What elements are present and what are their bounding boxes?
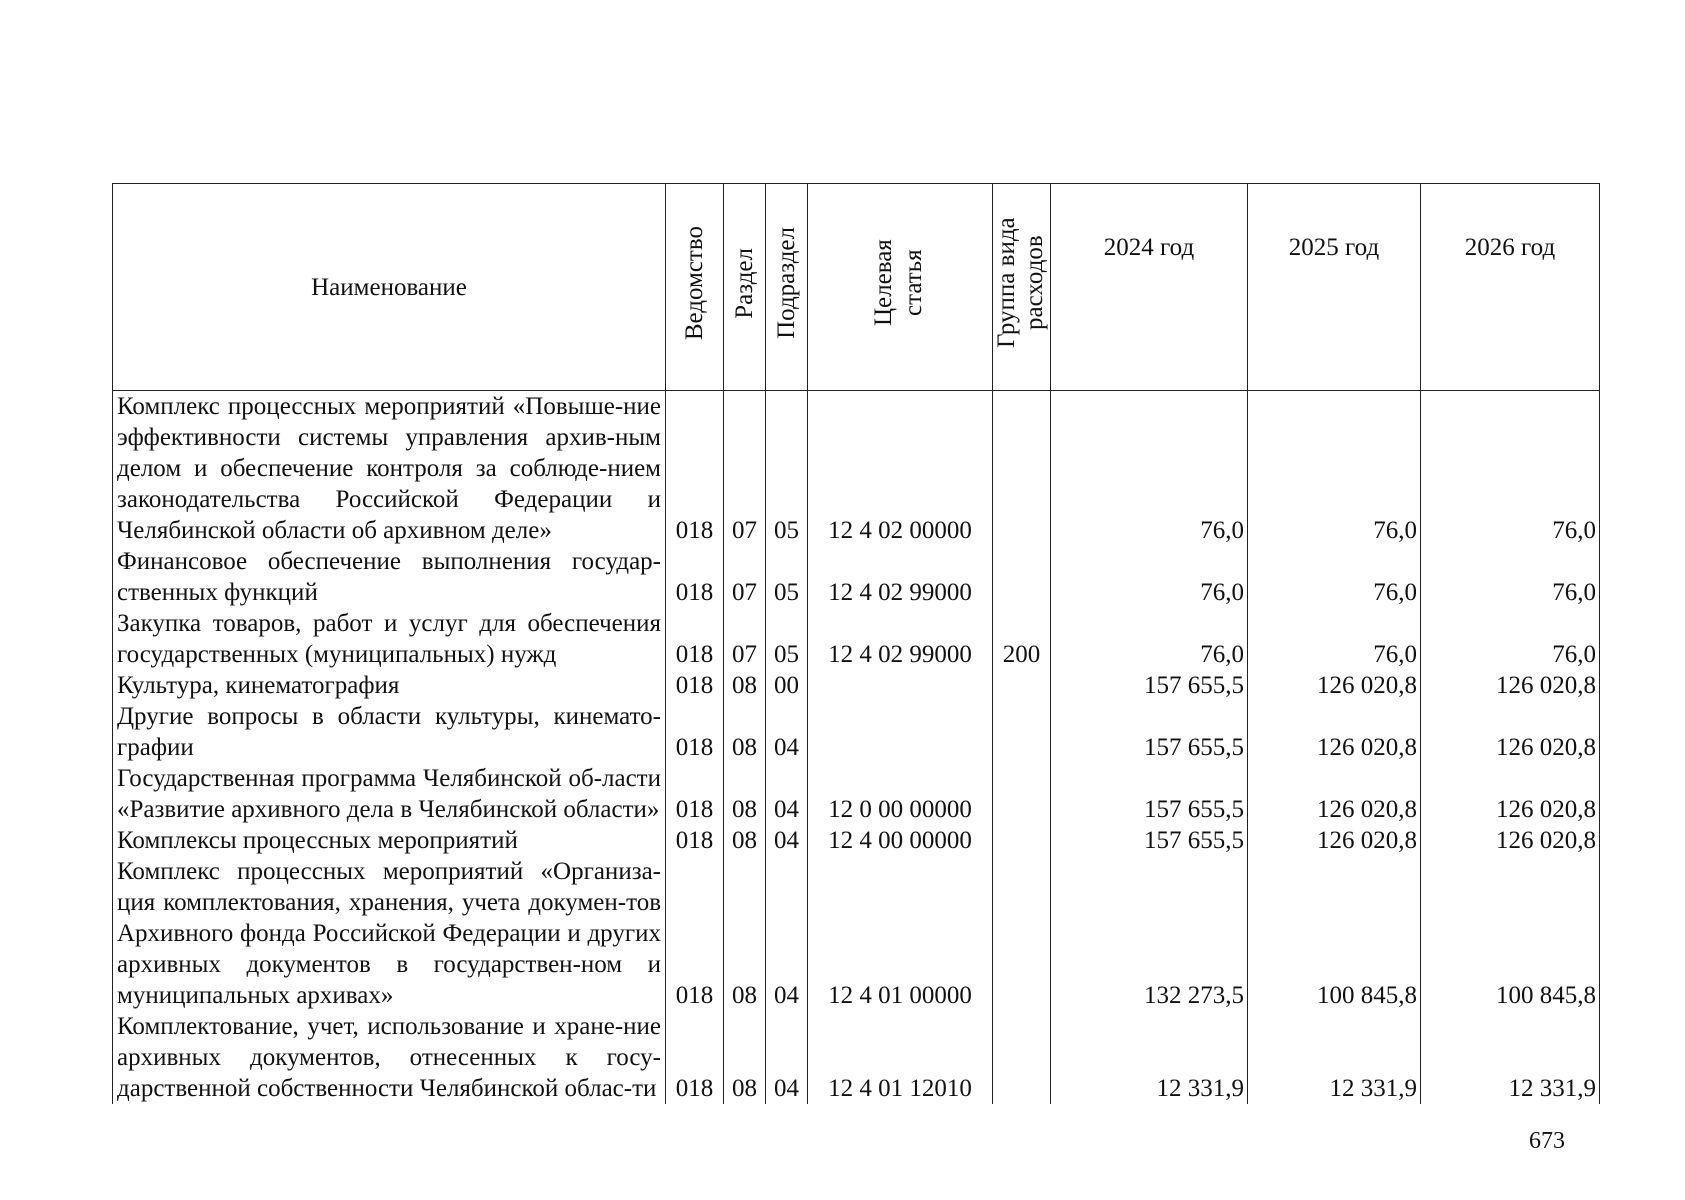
row-expense-group: [993, 825, 1051, 856]
table-row: [113, 825, 1600, 856]
row-subsection: 05: [766, 391, 808, 547]
row-target-article: [808, 701, 993, 763]
row-amount-2026: 76,0: [1421, 546, 1600, 608]
table-body: [113, 391, 1600, 1105]
row-target-article: 12 4 00 00000: [808, 825, 993, 856]
row-subsection: 05: [766, 546, 808, 608]
row-amount-2026: 100 845,8: [1421, 856, 1600, 1011]
row-target-article: 12 4 01 12010: [808, 1011, 993, 1104]
row-amount-2025: 100 845,8: [1248, 856, 1421, 1011]
row-name: Закупка товаров, работ и услуг для обеспечения государственных (муниципальных) нужд: [113, 608, 666, 670]
row-name: Комплектование, учет, использование и хране-ние архивных документов, отнесенных к госу-дарственной собственности Челябинской облас-ти: [113, 1011, 666, 1104]
row-department: 018: [666, 763, 724, 825]
table-row: [113, 856, 1600, 1011]
row-target-article: 12 0 00 00000: [808, 763, 993, 825]
table-row: [113, 546, 1600, 608]
row-section: 08: [724, 670, 766, 701]
row-expense-group: [993, 670, 1051, 701]
row-expense-group: 200: [993, 608, 1051, 670]
row-amount-2025: 76,0: [1248, 546, 1421, 608]
row-amount-2024: 157 655,5: [1051, 701, 1248, 763]
row-target-article: [808, 670, 993, 701]
row-department: 018: [666, 701, 724, 763]
row-section: 08: [724, 825, 766, 856]
row-amount-2025: 126 020,8: [1248, 825, 1421, 856]
row-department: 018: [666, 391, 724, 547]
header-expense-group: Группа вида расходов: [993, 184, 1051, 391]
row-section: 07: [724, 546, 766, 608]
row-amount-2025: 12 331,9: [1248, 1011, 1421, 1104]
row-amount-2026: 76,0: [1421, 391, 1600, 547]
row-expense-group: [993, 391, 1051, 547]
row-amount-2026: 126 020,8: [1421, 670, 1600, 701]
row-department: 018: [666, 608, 724, 670]
row-amount-2024: 12 331,9: [1051, 1011, 1248, 1104]
row-subsection: 00: [766, 670, 808, 701]
row-section: 08: [724, 701, 766, 763]
row-section: 08: [724, 1011, 766, 1104]
row-section: 08: [724, 763, 766, 825]
table-row: [113, 701, 1600, 763]
header-target-article: Целевая статья: [808, 184, 993, 391]
row-department: 018: [666, 670, 724, 701]
row-amount-2025: 126 020,8: [1248, 701, 1421, 763]
row-name: Культура, кинематография: [113, 670, 666, 701]
row-amount-2026: 126 020,8: [1421, 701, 1600, 763]
row-amount-2025: 126 020,8: [1248, 670, 1421, 701]
row-name: Комплексы процессных мероприятий: [113, 825, 666, 856]
row-amount-2025: 76,0: [1248, 391, 1421, 547]
header-name: Наименование: [113, 184, 666, 391]
table-row: [113, 670, 1600, 701]
row-name: Другие вопросы в области культуры, кинемато-графии: [113, 701, 666, 763]
row-expense-group: [993, 701, 1051, 763]
table-row: [113, 608, 1600, 670]
table-row: [113, 391, 1600, 547]
header-year-2025: 2025 год: [1248, 184, 1421, 391]
row-name: Финансовое обеспечение выполнения государ-ственных функций: [113, 546, 666, 608]
row-amount-2026: 126 020,8: [1421, 763, 1600, 825]
row-expense-group: [993, 546, 1051, 608]
row-name: Комплекс процессных мероприятий «Повыше-ние эффективности системы управления архив-ным делом и обеспечение контроля за соблюде-нием законодательства Российской Федерации и Челябинской области об архивном деле»: [113, 391, 666, 547]
row-amount-2024: 76,0: [1051, 391, 1248, 547]
row-department: 018: [666, 856, 724, 1011]
row-department: 018: [666, 546, 724, 608]
row-name: Комплекс процессных мероприятий «Организа-ция комплектования, хранения, учета докумен-тов Архивного фонда Российской Федерации и других архивных документов в государствен-ном и муниципальных архивах»: [113, 856, 666, 1011]
row-section: 08: [724, 856, 766, 1011]
header-department: Ведомство: [666, 184, 724, 391]
page-number: 673: [1529, 1128, 1565, 1154]
row-amount-2026: 12 331,9: [1421, 1011, 1600, 1104]
row-expense-group: [993, 1011, 1051, 1104]
row-subsection: 04: [766, 1011, 808, 1104]
row-amount-2025: 126 020,8: [1248, 763, 1421, 825]
row-subsection: 04: [766, 763, 808, 825]
row-department: 018: [666, 825, 724, 856]
row-amount-2024: 76,0: [1051, 608, 1248, 670]
row-target-article: 12 4 02 99000: [808, 608, 993, 670]
row-amount-2026: 76,0: [1421, 608, 1600, 670]
header-section: Раздел: [724, 184, 766, 391]
row-target-article: 12 4 01 00000: [808, 856, 993, 1011]
row-expense-group: [993, 763, 1051, 825]
row-section: 07: [724, 608, 766, 670]
header-year-2026: 2026 год: [1421, 184, 1600, 391]
row-amount-2024: 157 655,5: [1051, 763, 1248, 825]
row-subsection: 05: [766, 608, 808, 670]
row-target-article: 12 4 02 00000: [808, 391, 993, 547]
row-amount-2024: 157 655,5: [1051, 825, 1248, 856]
row-name: Государственная программа Челябинской об-ласти «Развитие архивного дела в Челябинской области»: [113, 763, 666, 825]
table-header-row: [113, 184, 1600, 391]
table-row: [113, 763, 1600, 825]
row-amount-2026: 126 020,8: [1421, 825, 1600, 856]
header-year-2024: 2024 год: [1051, 184, 1248, 391]
row-expense-group: [993, 856, 1051, 1011]
budget-table: [112, 183, 1600, 1104]
row-subsection: 04: [766, 825, 808, 856]
row-section: 07: [724, 391, 766, 547]
row-amount-2024: 132 273,5: [1051, 856, 1248, 1011]
row-subsection: 04: [766, 856, 808, 1011]
row-amount-2024: 157 655,5: [1051, 670, 1248, 701]
row-amount-2024: 76,0: [1051, 546, 1248, 608]
table-row: [113, 1011, 1600, 1104]
header-subsection: Подраздел: [766, 184, 808, 391]
row-department: 018: [666, 1011, 724, 1104]
row-amount-2025: 76,0: [1248, 608, 1421, 670]
row-target-article: 12 4 02 99000: [808, 546, 993, 608]
row-subsection: 04: [766, 701, 808, 763]
